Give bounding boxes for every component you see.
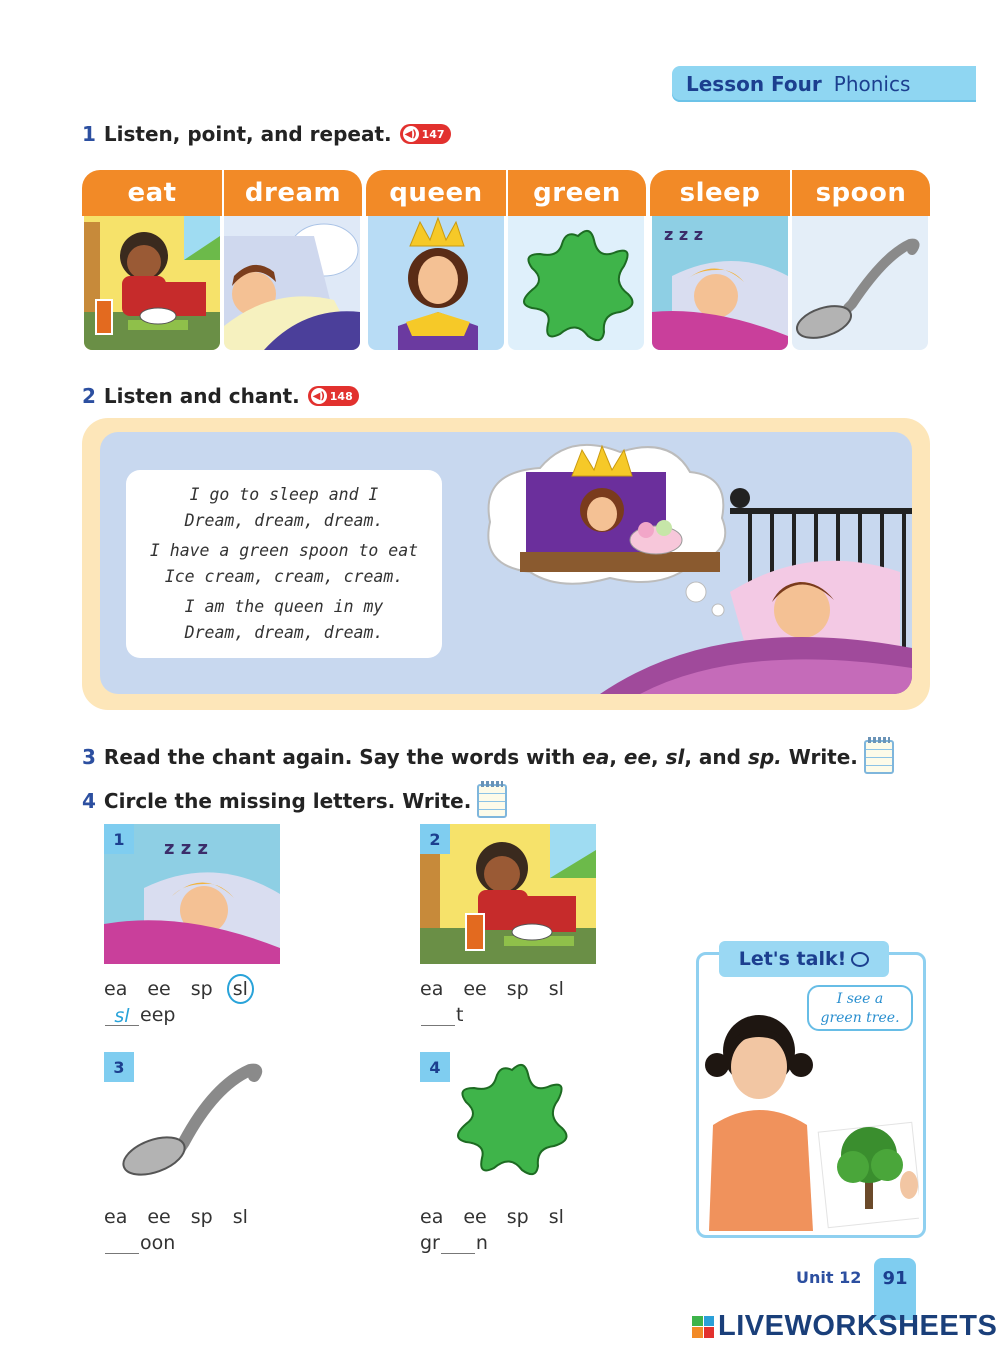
chant-line: Dream, dream, dream.: [184, 511, 384, 530]
word-card-group-2: [366, 170, 646, 364]
exercise-1: [104, 824, 280, 1026]
speaker-icon: ◀): [403, 126, 419, 142]
exercise-image: [104, 1052, 280, 1192]
word-card-spoon[interactable]: [790, 170, 930, 364]
instruction-number: 2: [82, 384, 96, 408]
lets-talk-title: Let's talk!: [719, 941, 889, 977]
option-ea[interactable]: ea: [104, 1206, 128, 1228]
option-ee[interactable]: ee: [147, 1206, 171, 1228]
option-ee[interactable]: ee: [463, 978, 487, 1000]
svg-text:z z z: z z z: [664, 225, 704, 244]
word-card-queen[interactable]: [366, 170, 506, 364]
audio-track-button[interactable]: [400, 124, 451, 144]
liveworksheets-logo-icon: [692, 1316, 714, 1338]
instruction-3: [82, 740, 894, 774]
lets-talk-box: [696, 948, 926, 1238]
letter-options: [420, 978, 596, 1000]
page-number: 91: [874, 1258, 916, 1320]
green-splat-illustration: [508, 216, 644, 350]
exercise-number: 3: [104, 1052, 134, 1082]
notepad-icon: [477, 784, 507, 818]
chant-line: I go to sleep and I: [189, 485, 379, 504]
liveworksheets-logo[interactable]: [692, 1310, 997, 1343]
option-sl[interactable]: sl: [548, 978, 564, 1000]
option-ea[interactable]: ea: [420, 978, 444, 1000]
answer-line: [420, 1004, 596, 1026]
word-card-dream[interactable]: [222, 170, 362, 364]
chant-panel: [82, 418, 930, 710]
lesson-tab: [672, 66, 976, 102]
chant-line: Dream, dream, dream.: [184, 623, 384, 642]
word-suffix: oon: [140, 1232, 176, 1254]
spoon-illustration: [792, 216, 928, 350]
girl-sleeping-illustration: [652, 216, 788, 350]
word-card-group-3: [650, 170, 930, 364]
instruction-2: [82, 384, 359, 408]
word-prefix: gr: [420, 1232, 440, 1254]
answer-blank[interactable]: [421, 1006, 455, 1026]
chant-stanza: [136, 482, 432, 534]
instruction-text: Read the chant again. Say the words with ea, ee, sl, and sp. Write.: [103, 745, 858, 769]
svg-text:z z z: z z z: [164, 838, 208, 859]
queen-illustration: [368, 216, 504, 350]
instruction-text: Listen, point, and repeat.: [103, 122, 392, 146]
chant-line: I am the queen in my: [184, 597, 384, 616]
word-label: spoon: [790, 170, 930, 216]
boy-dreaming-illustration: [224, 216, 360, 350]
word-suffix: t: [456, 1004, 464, 1026]
lesson-title: Lesson Four: [686, 72, 822, 96]
option-sp[interactable]: sp: [190, 978, 213, 1000]
chant-stanza: [136, 538, 432, 590]
word-label: queen: [366, 170, 506, 216]
word-suffix: eep: [140, 1004, 176, 1026]
letter-options: [420, 1206, 596, 1228]
chant-line: Ice cream, cream, cream.: [164, 567, 404, 586]
option-sp[interactable]: sp: [506, 1206, 529, 1228]
option-ee[interactable]: ee: [463, 1206, 487, 1228]
option-ea[interactable]: ea: [104, 978, 128, 1000]
option-sp[interactable]: sp: [190, 1206, 213, 1228]
option-sl[interactable]: sl: [232, 1206, 248, 1228]
speech-bubble-icon: [851, 952, 869, 967]
letter-options: [104, 1206, 280, 1228]
brand-name: LIVEWORKSHEETS: [718, 1310, 998, 1342]
audio-track-button[interactable]: [308, 386, 359, 406]
option-sl[interactable]: sl: [548, 1206, 564, 1228]
audio-track-number: 148: [329, 389, 353, 403]
exercise-4: [420, 1052, 596, 1254]
instruction-number: 1: [82, 122, 96, 146]
exercise-image: [420, 1052, 596, 1192]
dreaming-girl-illustration: [460, 432, 912, 694]
answer-line: [420, 1232, 596, 1254]
word-card-green[interactable]: [506, 170, 646, 364]
instruction-text: Circle the missing letters. Write.: [103, 789, 472, 813]
exercise-2: [420, 824, 596, 1026]
option-sp[interactable]: sp: [506, 978, 529, 1000]
letter-options: [104, 978, 280, 1000]
instruction-number: 4: [82, 789, 96, 813]
answer-line: [104, 1232, 280, 1254]
option-sl-circled[interactable]: sl: [232, 978, 248, 1000]
word-label: eat: [82, 170, 222, 216]
chant-panel-inner: [100, 432, 912, 694]
exercise-number: 1: [104, 824, 134, 854]
speech-bubble: I see a green tree.: [807, 985, 913, 1031]
chant-text-box: [126, 470, 442, 658]
answer-line: [104, 1004, 280, 1026]
instruction-4: [82, 784, 507, 818]
unit-label: Unit 12: [796, 1268, 862, 1287]
answer-blank[interactable]: sl: [105, 1006, 139, 1026]
word-label: dream: [222, 170, 362, 216]
lesson-topic: Phonics: [833, 72, 911, 96]
instruction-1: [82, 122, 451, 146]
answer-blank[interactable]: [441, 1234, 475, 1254]
instruction-number: 3: [82, 745, 96, 769]
exercise-3: [104, 1052, 280, 1254]
word-suffix: n: [475, 1232, 488, 1254]
word-card-sleep[interactable]: [650, 170, 790, 364]
girl-with-tree-photo: [703, 1005, 919, 1231]
word-label: sleep: [650, 170, 790, 216]
exercise-number: 2: [420, 824, 450, 854]
audio-track-number: 147: [421, 127, 445, 141]
word-label: green: [506, 170, 646, 216]
speaker-icon: ◀): [311, 388, 327, 404]
exercise-image: [104, 824, 280, 964]
notepad-icon: [864, 740, 894, 774]
option-ee[interactable]: ee: [147, 978, 171, 1000]
word-card-group-1: [82, 170, 362, 364]
instruction-text: Listen and chant.: [103, 384, 300, 408]
chant-line: I have a green spoon to eat: [149, 541, 419, 560]
exercise-image: [420, 824, 596, 964]
girl-eating-illustration: [84, 216, 220, 350]
chant-stanza: [136, 594, 432, 646]
option-ea[interactable]: ea: [420, 1206, 444, 1228]
exercise-number: 4: [420, 1052, 450, 1082]
word-card-eat[interactable]: [82, 170, 222, 364]
answer-blank[interactable]: [105, 1234, 139, 1254]
